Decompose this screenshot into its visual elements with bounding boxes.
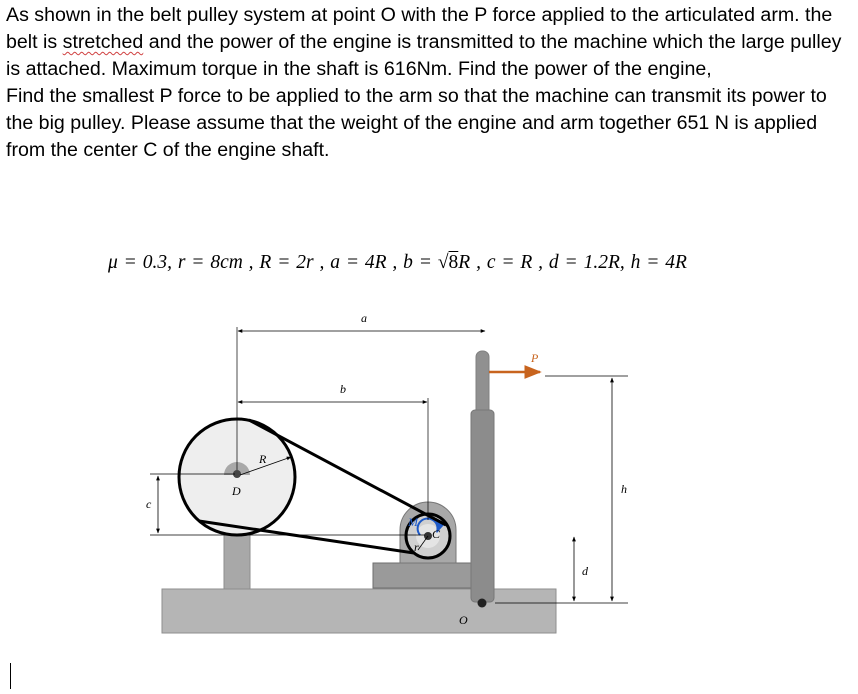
label-O: O [459,613,468,627]
problem-paragraph-2: Find the smallest P force to be applied to the arm so that the machine can transmit its power to the big pulley. Please assume that the weight of the engine and arm together 651 N is applied from the center C of the engine shaft. [6,85,827,161]
vertical-arm [471,410,494,602]
label-d: d [582,564,588,578]
label-p: P [531,351,539,365]
label-C: C [432,527,441,541]
label-a: a [361,311,367,325]
label-r: r [414,540,419,554]
label-D: D [232,484,241,498]
pivot-point-o [478,599,487,608]
label-M: M [408,515,418,529]
problem-text-1a: As shown in the belt pulley system at point O with the P force applied to the articulated arm. the belt is [6,4,833,53]
stretched-word: stretched [62,31,144,53]
params-sqrt-arg: 8 [448,252,459,273]
params-after-sqrt: R , c = R , d = 1.2R, h = 4R [458,252,687,273]
label-h: h [621,482,627,496]
base-plate [162,589,556,633]
text-cursor [10,663,11,689]
params-before-sqrt: μ = 0.3, r = 8cm , R = 2r , a = 4R , b = √ [108,252,449,273]
label-R: R [259,452,267,466]
label-b: b [340,382,346,396]
problem-text-1b: and the power of the engine is transmitted to the machine which the large pulley is attached. Maximum torque in the shaft is 616Nm. Find the power of the engine, [6,31,842,80]
label-c: c [146,497,152,511]
engine-base-block [373,563,478,588]
